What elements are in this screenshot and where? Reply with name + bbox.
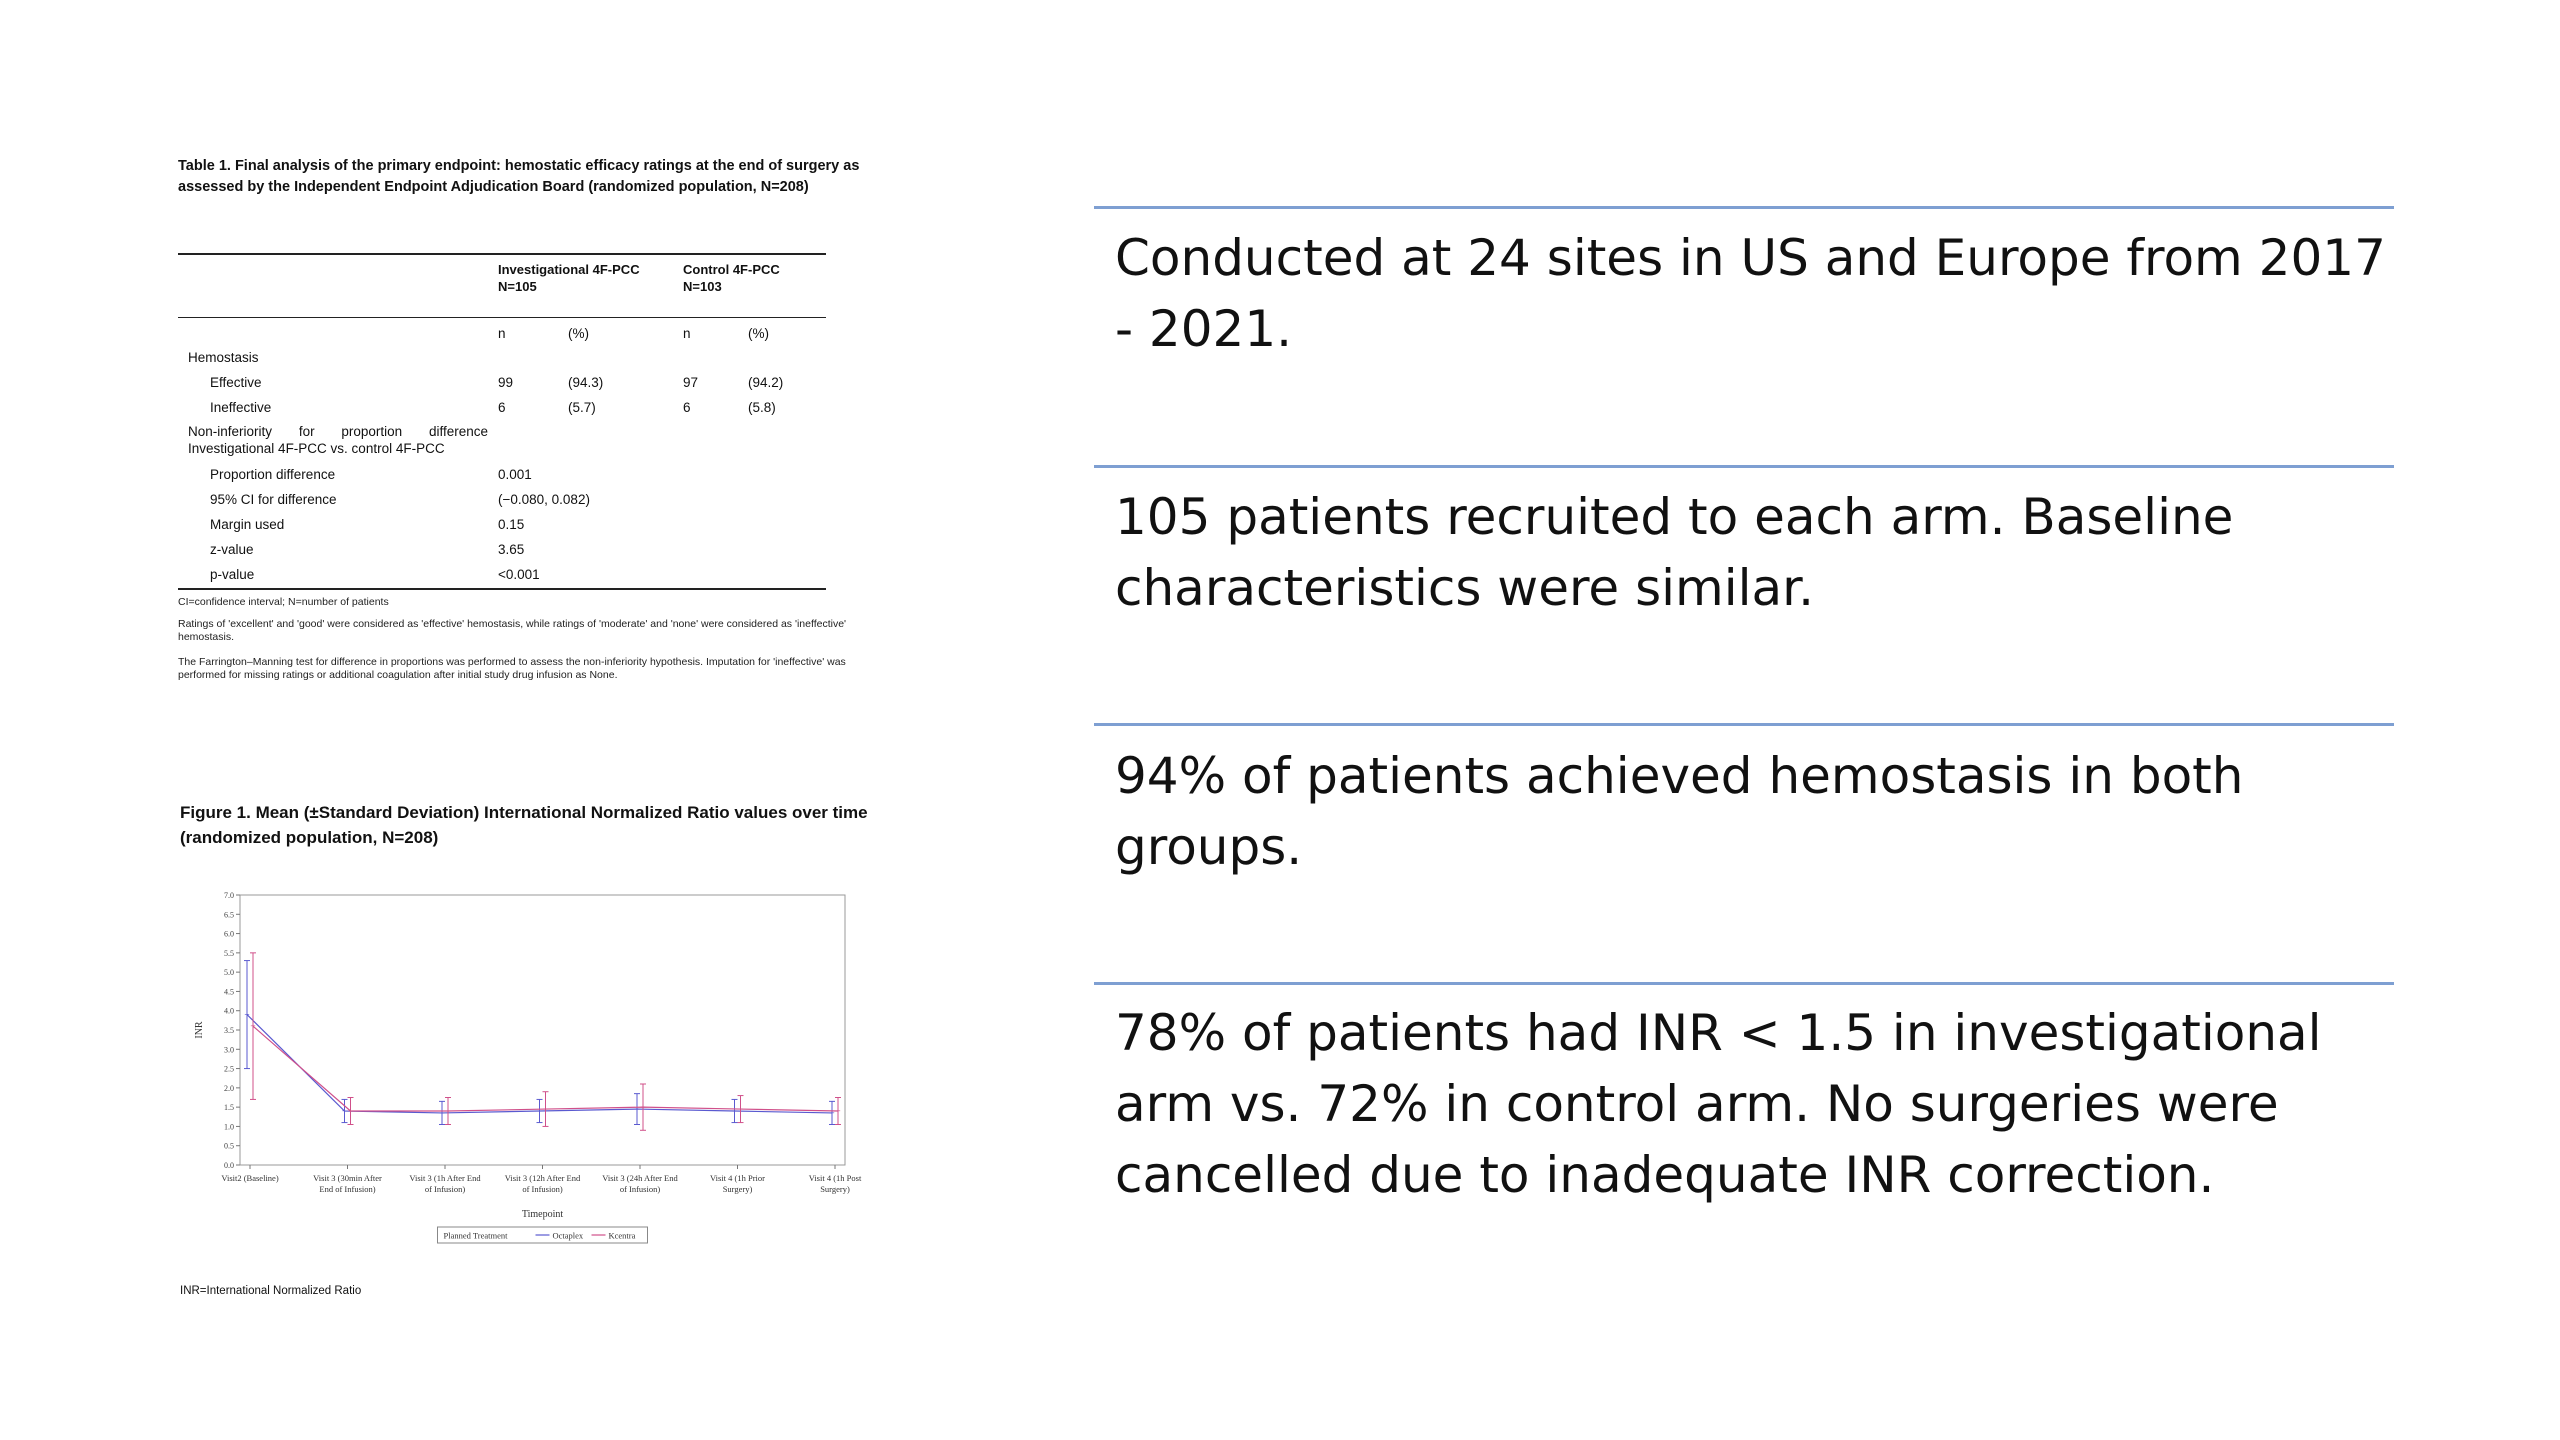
row-label-p-value: p-value <box>210 567 255 582</box>
legend-entry: Kcentra <box>608 1230 636 1241</box>
x-tick-label: of Infusion) <box>522 1184 563 1194</box>
x-tick-label: Visit 3 (1h After End <box>409 1173 481 1183</box>
x-tick-label: Surgery) <box>820 1184 850 1194</box>
x-tick-label: Visit 4 (1h Post <box>808 1173 862 1183</box>
investigational-header-n: N=105 <box>498 279 537 294</box>
y-tick-label: 3.5 <box>224 1026 234 1035</box>
cell-value: (−0.080, 0.082) <box>498 492 590 507</box>
table-row <box>178 396 826 421</box>
row-label-margin: Margin used <box>210 517 285 532</box>
data-point-marker: + <box>347 1106 354 1116</box>
x-tick-label: Visit 4 (1h Prior <box>710 1173 765 1183</box>
subheader-pct-1: (%) <box>568 326 589 341</box>
y-tick-label: 6.5 <box>224 910 234 920</box>
y-tick-label: 5.0 <box>224 968 234 978</box>
figure-footnote: INR=International Normalized Ratio <box>180 1285 362 1297</box>
data-point-marker: + <box>542 1104 549 1115</box>
results-table-block <box>178 156 878 681</box>
inr-line-chart <box>180 885 900 1265</box>
table-row <box>178 346 826 371</box>
y-tick-label: 3.0 <box>224 1045 234 1055</box>
control-header-n: N=103 <box>683 279 722 294</box>
cell-value: 6 <box>683 400 691 415</box>
table-row <box>178 488 826 513</box>
data-point-marker: + <box>634 1104 640 1115</box>
y-tick-label: 2.0 <box>224 1083 234 1093</box>
y-axis-label: INR <box>194 1021 205 1039</box>
data-point-marker: + <box>250 1021 256 1032</box>
x-tick-label: of Infusion) <box>424 1184 466 1194</box>
data-point-marker: + <box>445 1106 451 1116</box>
x-tick-label: of Infusion) <box>619 1184 661 1194</box>
cell-value: <0.001 <box>498 567 540 582</box>
x-tick-label: Surgery) <box>722 1184 753 1194</box>
cell-value: (94.3) <box>568 375 604 390</box>
table-row <box>178 421 826 463</box>
data-point-marker: + <box>640 1102 646 1113</box>
section-label-noninferiority: Non-inferiority for proportion difference Investigational 4F-PCC vs. control 4F-PCC <box>188 424 488 456</box>
divider-rule <box>1094 982 2394 985</box>
figure-caption: Figure 1. Mean (±Standard Deviation) International Normalized Ratio values over time (randomized population, N=208) <box>180 803 868 847</box>
y-tick-label: 4.0 <box>224 1006 234 1016</box>
x-tick-label: Visit 3 (30min After <box>313 1173 382 1183</box>
data-point-marker: + <box>835 1106 841 1116</box>
table-note-methods: The Farrington–Manning test for difference in proportions was performed to assess the non-inferiority hypothesis. Imputation for 'ineffective' was performed for missing ratings or additional coagulation after initial study drug infusion as None. <box>178 656 846 681</box>
data-point-marker: + <box>536 1106 543 1116</box>
row-label-ci: 95% CI for difference <box>210 492 337 507</box>
data-point-marker: + <box>341 1106 348 1116</box>
x-tick-label: End of Infusion) <box>319 1184 376 1194</box>
cell-value: 99 <box>498 375 514 390</box>
table-row <box>178 563 826 588</box>
y-tick-label: 1.5 <box>224 1103 234 1113</box>
y-tick-label: 7.0 <box>224 891 234 900</box>
cell-value: 6 <box>498 400 506 415</box>
x-tick-label: Visit2 (Baseline) <box>221 1173 279 1183</box>
legend-title: Planned Treatment <box>443 1230 508 1241</box>
subheader-pct-2: (%) <box>748 326 769 341</box>
table-row <box>178 538 826 563</box>
divider-rule <box>1094 723 2394 726</box>
table-row <box>178 371 826 396</box>
y-tick-label: 2.5 <box>224 1064 234 1074</box>
row-label-ineffective: Ineffective <box>210 400 272 415</box>
x-tick-label: Visit 3 (12h After End <box>504 1173 581 1183</box>
series-line-octaplex <box>247 1015 832 1113</box>
key-point-sites: Conducted at 24 sites in US and Europe from 2017 - 2021. <box>1115 229 2386 358</box>
inr-figure-block <box>180 800 940 1297</box>
cell-value: (5.7) <box>568 400 596 415</box>
cell-value: 0.001 <box>498 467 532 482</box>
investigational-column-header <box>498 261 640 295</box>
control-column-header <box>683 261 780 295</box>
key-point-inr: 78% of patients had INR < 1.5 in investigational arm vs. 72% in control arm. No surgeries were cancelled due to inadequate INR correction. <box>1115 1004 2322 1204</box>
key-point-hemostasis: 94% of patients achieved hemostasis in both groups. <box>1115 747 2244 876</box>
y-tick-label: 0.5 <box>224 1141 234 1151</box>
y-tick-label: 6.0 <box>224 929 234 939</box>
investigational-header-label: Investigational 4F-PCC <box>498 262 640 277</box>
data-point-marker: + <box>244 1009 250 1020</box>
divider-rule <box>1094 206 2394 209</box>
subheader-row <box>178 318 826 346</box>
legend-entry: Octaplex <box>552 1230 584 1241</box>
row-label-effective: Effective <box>210 375 262 390</box>
cell-value: (5.8) <box>748 400 776 415</box>
x-axis-label: Timepoint <box>521 1209 564 1220</box>
table-note-abbreviations: CI=confidence interval; N=number of patients <box>178 596 389 608</box>
y-tick-label: 1.0 <box>224 1122 234 1132</box>
subheader-n-1: n <box>498 326 506 341</box>
row-label-z-value: z-value <box>210 542 254 557</box>
y-tick-label: 0.0 <box>224 1161 234 1170</box>
results-table <box>178 253 826 590</box>
data-point-marker: + <box>737 1104 744 1115</box>
subheader-n-2: n <box>683 326 691 341</box>
cell-value: 3.65 <box>498 542 525 557</box>
row-label-proportion-difference: Proportion difference <box>210 467 336 482</box>
table-header-row <box>178 255 826 318</box>
data-point-marker: + <box>439 1107 445 1118</box>
control-header-label: Control 4F-PCC <box>683 262 780 277</box>
cell-value: 97 <box>683 375 699 390</box>
section-label-hemostasis: Hemostasis <box>188 350 259 365</box>
divider-rule <box>1094 465 2394 468</box>
table-row <box>178 463 826 488</box>
y-tick-label: 4.5 <box>224 987 234 997</box>
plot-frame <box>240 895 845 1165</box>
cell-value: 0.15 <box>498 517 525 532</box>
x-tick-label: Visit 3 (24h After End <box>602 1173 678 1183</box>
table-note-ratings: Ratings of 'excellent' and 'good' were considered as 'effective' hemostasis, while ratings of 'moderate' and 'none' were considered as 'ineffective' hemostasis. <box>178 618 847 643</box>
table-caption: Table 1. Final analysis of the primary endpoint: hemostatic efficacy ratings at the end of surgery as assessed by the Independent Endpoint Adjudication Board (randomized population, N=208) <box>178 158 860 195</box>
key-point-enrollment: 105 patients recruited to each arm. Baseline characteristics were similar. <box>1115 488 2234 617</box>
cell-value: (94.2) <box>748 375 784 390</box>
table-row <box>178 513 826 538</box>
data-point-marker: + <box>731 1106 738 1116</box>
data-point-marker: + <box>829 1107 835 1118</box>
y-tick-label: 5.5 <box>224 948 234 958</box>
